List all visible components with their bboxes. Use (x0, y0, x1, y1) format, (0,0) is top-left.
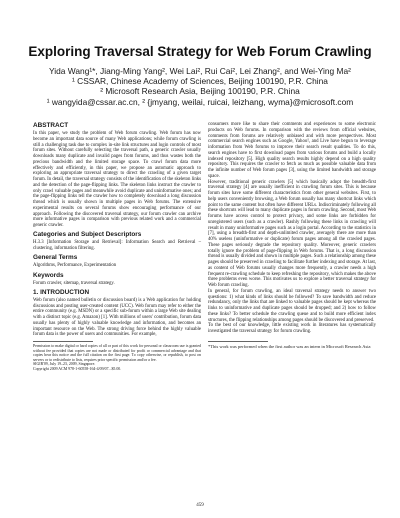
paper-title: Exploring Traversal Strategy for Web Forum Crawling (28, 44, 372, 59)
affiliation-2: ² Microsoft Research Asia, Beijing 100190, P.R. China (100, 86, 300, 97)
acm-copyright: Copyright 2009 ACM 978-1-60558-164-4/09/07...$5.00. (33, 366, 122, 371)
copyright-divider (33, 341, 93, 342)
terms-heading: General Terms (33, 254, 78, 262)
categories-heading: Categories and Subject Descriptors (33, 231, 142, 239)
footnote-divider (208, 341, 268, 342)
keywords-heading: Keywords (33, 271, 64, 279)
page-number: 459 (196, 503, 204, 508)
author-names: Yida Wang¹*, Jiang-Ming Yang², Wei Lai², Rui Cai², Lei Zhang², and Wei-Ying Ma² (49, 66, 351, 76)
terms-text: Algorithms, Performance, Experimentation (33, 263, 117, 269)
copyright-notice: Permission to make digital or hard copies of all or part of this work for personal or classroom use is granted without fee provided that copies are not made or distributed for profit or commercial advantage and that copies bear this notice and the full citation on the first page. To copy otherwise, or republish, to post on servers or to redistribute to lists, requires prior specific permission and/or a fee. (33, 344, 201, 362)
abstract-heading: ABSTRACT (33, 122, 69, 129)
intro-paragraph-3: In general, for forum crawling, an ideal traversal strategy needs to answer two questions: 1) what kinds of links should be followed? To save bandwidth and reduce redundancy, only the links that are linked to valuable pages should be kept whereas the links to uninformative and duplicate pages should be dropped; and 2) how to follow these links? To better schedule the crawling queue and to build more efficient index structures, the flipping relationships among pages should be discovered and preserved. (208, 288, 376, 323)
intro-paragraph-1: consumers more like to share their comments and experiences to some electronic products on Web forums. In comparison with the reviews from official websites, comments from forums are relatively unbiased and with more perspectives. Most commercial search engines such as Google, Yahoo!, and Live have begun to leverage information from Web forums to improve their search result qualities. To do this, search engines have to first download pages from various forums and build a locally indexed repository [5]. High quality search results highly depend on a high quality repository. This requires the crawler to fetch as much as possible valuable data from the infinite number of Web forum pages [3], using the limited bandwidth and storage space. (208, 122, 376, 179)
author-block (20, 66, 380, 107)
intern-footnote: *This work was performed when the first author was an intern in Microsoft Research Asia (208, 343, 371, 349)
author-emails: ¹ wangyida@cssar.ac.cn, ² {jmyang, weilai, ruicai, leizhang, wyma}@microsoft.com (46, 96, 354, 107)
conference-info: SIGIR'09, July 19–23, 2009, Singapore. (33, 362, 96, 367)
keywords-text: Forum crawler, sitemap, traversal strategy. (33, 280, 115, 286)
right-column (208, 122, 376, 349)
categories-text: H.3.3 [Information Storage and Retrieval]: Information Search and Retrieval – clustering, information filtering. (33, 240, 201, 251)
left-column (33, 122, 201, 372)
intro-paragraph-4: To the best of our knowledge, little existing work in literatures has systematically investigated the traversal strategy for forum crawling. (208, 323, 376, 334)
affiliation-1: ¹ CSSAR, Chinese Academy of Sciences, Beijing 100190, P.R. China (72, 76, 328, 87)
introduction-text: Web forum (also named bulletin or discussion board) is a Web application for holding discussions and posting user-created content (UCC). Web forum may refer to either the entire community (e.g. MSDN) or a specific sub-forum within a large Web site dealing with a distinct topic (e.g. Amazon) [1]. With millions of users' contribution, forum data usually has plenty of highly valuable knowledge and information, and becomes an important resource on the Web. The strong driving force behind the highly valuable forum data is the power of users and communities. For example, (33, 297, 201, 338)
intro-paragraph-2: However, traditional generic crawlers [5] which basically adopt the breadth-first traversal strategy [4] are usually inefficient in crawling forum sites. This is because forum sites have some different characteristics from other general websites. First, to help users conveniently browsing, a Web forum usually has many shortcut links which point to the same content but often have different URLs. Indiscriminately following all these shortcuts will lead to many duplicate pages in forum crawling. Second, most Web forums have access control to protect privacy, and some links are forbidden for unregistered users (such as a crawler). Rashly following these links in crawling will result in many uninformative pages such as a login portal. According to the statistics in [7], using a breadth-first and depth-unlimited crawler, averagely there are more than 40% useless (uninformative or duplicate) forum pages among all the crawled pages. These pages seriously degrade the repository quality. Moreover, generic crawlers totally ignore the problem of page-flipping in Web forums. That is, a long discussion thread is usually divided and shown in multiple pages. Such a relationship among these pages should be preserved in crawling to facilitate further indexing and storage. At last, as content of Web forums usually changes more frequently, a crawler needs a high frequent re-crawling schedule to keep refreshing the repository, which makes the above three problems even worse. This motivates us to explore a better traversal strategy for Web forum crawling. (208, 179, 376, 288)
introduction-heading: 1. INTRODUCTION (33, 288, 90, 296)
abstract-text: In this paper, we study the problem of Web forum crawling. Web forum has now become an important data source of many Web applications; while forum crawling is still a challenging task due to complex in-site link structures and login controls of most forum sites. Without carefully selecting the traversal path, a generic crawler usually downloads many duplicate and invalid pages from forums, and thus wastes both the precious bandwidth and the limited storage space. To crawl forum data more effectively and efficiently, in this paper, we propose an automatic approach to exploring an appropriate traversal strategy to direct the crawling of a given target forum. In detail, the traversal strategy consists of the identification of the skeleton links and the detection of the page-flipping links. The skeleton links instruct the crawler to only crawl valuable pages and meanwhile avoid duplicate and uninformative ones; and the page-flipping links tell the crawler how to completely download a long discussion thread which is usually shown in multiple pages in Web forums. The extensive experimental results on several forums show encouraging performance of our approach. Following the discovered traversal strategy, our forum crawler can archive more informative pages in comparison with previous related work and a commercial generic crawler. (33, 131, 201, 228)
